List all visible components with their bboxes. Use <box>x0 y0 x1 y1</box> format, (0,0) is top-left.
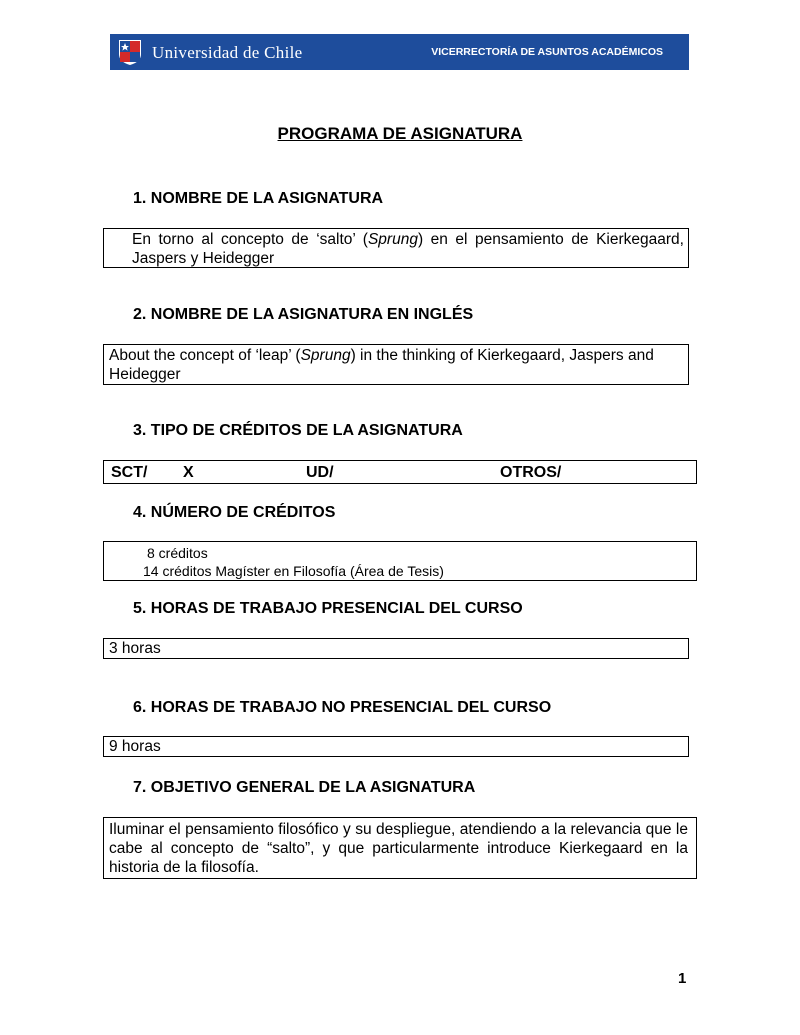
section-1-heading: 1. NOMBRE DE LA ASIGNATURA <box>133 190 384 207</box>
credits-line-2: 14 créditos Magíster en Filosofía (Área de Tesis) <box>143 563 444 579</box>
section-2-heading: 2. NOMBRE DE LA ASIGNATURA EN INGLÉS <box>133 306 474 323</box>
section-1-box <box>103 228 689 268</box>
section-7-heading: 7. OBJETIVO GENERAL DE LA ASIGNATURA <box>133 779 476 796</box>
non-presential-hours-value: 9 horas <box>109 738 161 755</box>
sct-mark: X <box>183 464 194 481</box>
section-2-box <box>103 344 689 385</box>
english-name-part-b: ) in the thinking of Kierkegaard, Jaspers and Heidegger <box>109 347 654 383</box>
course-name-part-a: En torno al concepto de ‘salto’ ( <box>132 231 368 248</box>
course-name-italic: Sprung <box>367 231 418 248</box>
credits-box <box>103 541 697 581</box>
page-title: PROGRAMA DE ASIGNATURA <box>277 124 523 143</box>
header-banner <box>110 34 689 70</box>
university-crest-icon <box>117 38 143 66</box>
otros-label: OTROS/ <box>500 464 562 481</box>
section-5-box <box>103 638 689 659</box>
section-4-heading: 4. NÚMERO DE CRÉDITOS <box>133 504 336 521</box>
credits-line-1: 8 créditos <box>147 545 208 561</box>
section-7-box <box>103 817 697 879</box>
section-6-heading: 6. HORAS DE TRABAJO NO PRESENCIAL DEL CURSO <box>133 699 552 716</box>
english-name-italic: Sprung <box>300 347 351 364</box>
sct-label: SCT/ <box>111 464 148 481</box>
credit-type-box <box>103 460 697 484</box>
vicerrectoria-label: VICERRECTORÍA DE ASUNTOS ACADÉMICOS <box>431 46 663 58</box>
section-6-box <box>103 736 689 757</box>
university-name: Universidad de Chile <box>152 43 303 62</box>
page-number: 1 <box>678 970 687 987</box>
presential-hours-value: 3 horas <box>109 640 161 657</box>
general-objective-text: Iluminar el pensamiento filosófico y su despliegue, atendiendo a la relevancia que le cabe al concepto de “salto”, y que particularmente introduce Kierkegaard en la historia de la filosofía. <box>109 821 688 876</box>
section-5-heading: 5. HORAS DE TRABAJO PRESENCIAL DEL CURSO <box>133 600 523 617</box>
ud-label: UD/ <box>306 464 334 481</box>
english-name-part-a: About the concept of ‘leap’ ( <box>109 347 301 364</box>
section-3-heading: 3. TIPO DE CRÉDITOS DE LA ASIGNATURA <box>133 422 463 439</box>
course-name-part-b: ) en el pensamiento de Kierkegaard, Jaspers y Heidegger <box>132 231 684 267</box>
